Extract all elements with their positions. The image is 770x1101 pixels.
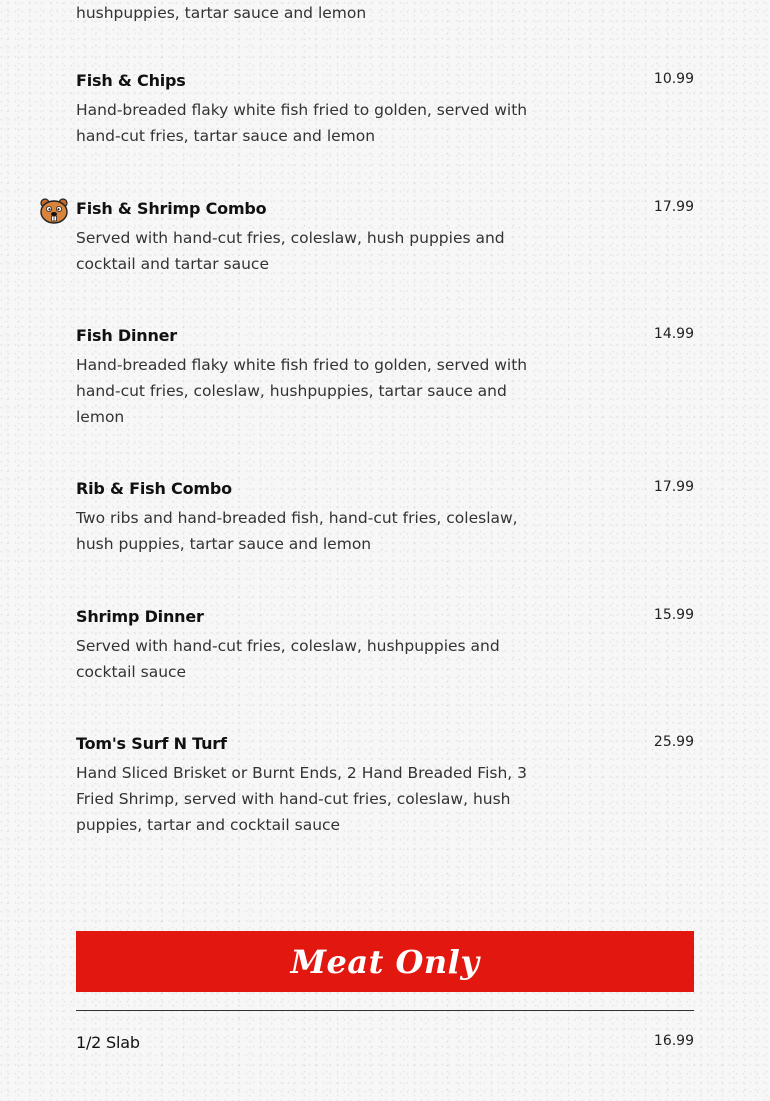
item-description: Hand-breaded flaky white fish fried to golden, served with hand-cut fries, tartar sauce and lemon	[76, 101, 528, 145]
item-name: Fish & Chips	[76, 71, 186, 90]
item-price: 14.99	[653, 326, 694, 342]
item-description: Served with hand-cut fries, coleslaw, hushpuppies and cocktail sauce	[76, 637, 500, 681]
item-name: Rib & Fish Combo	[76, 479, 232, 498]
item-description-continued: hushpuppies, tartar sauce and lemon	[76, 4, 367, 22]
item-name: Fish Dinner	[76, 326, 177, 345]
beaver-mascot-icon	[38, 195, 70, 227]
item-name: Shrimp Dinner	[76, 607, 204, 626]
item-name: Tom's Surf N Turf	[76, 734, 227, 753]
item-price: 17.99	[653, 479, 694, 495]
item-price: 15.99	[653, 607, 694, 623]
item-name: Fish & Shrimp Combo	[76, 199, 267, 218]
section-banner-meat-only	[76, 931, 694, 992]
item-description: Hand Sliced Brisket or Burnt Ends, 2 Hand Breaded Fish, 3 Fried Shrimp, served with hand-cut fries, coleslaw, hush puppies, tartar and cocktail sauce	[76, 764, 528, 834]
section-divider	[76, 1010, 694, 1011]
section-title: Meat Only	[290, 942, 480, 981]
item-price: 25.99	[653, 734, 694, 750]
item-description: Two ribs and hand-breaded fish, hand-cut fries, coleslaw, hush puppies, tartar sauce and lemon	[76, 509, 518, 553]
item-price: 16.99	[653, 1033, 694, 1049]
item-name: 1/2 Slab	[76, 1033, 140, 1052]
item-price: 17.99	[653, 199, 694, 215]
item-description: Served with hand-cut fries, coleslaw, hush puppies and cocktail and tartar sauce	[76, 229, 505, 273]
item-description: Hand-breaded flaky white fish fried to golden, served with hand-cut fries, coleslaw, hushpuppies, tartar sauce and lemon	[76, 356, 528, 426]
item-price: 10.99	[653, 71, 694, 87]
